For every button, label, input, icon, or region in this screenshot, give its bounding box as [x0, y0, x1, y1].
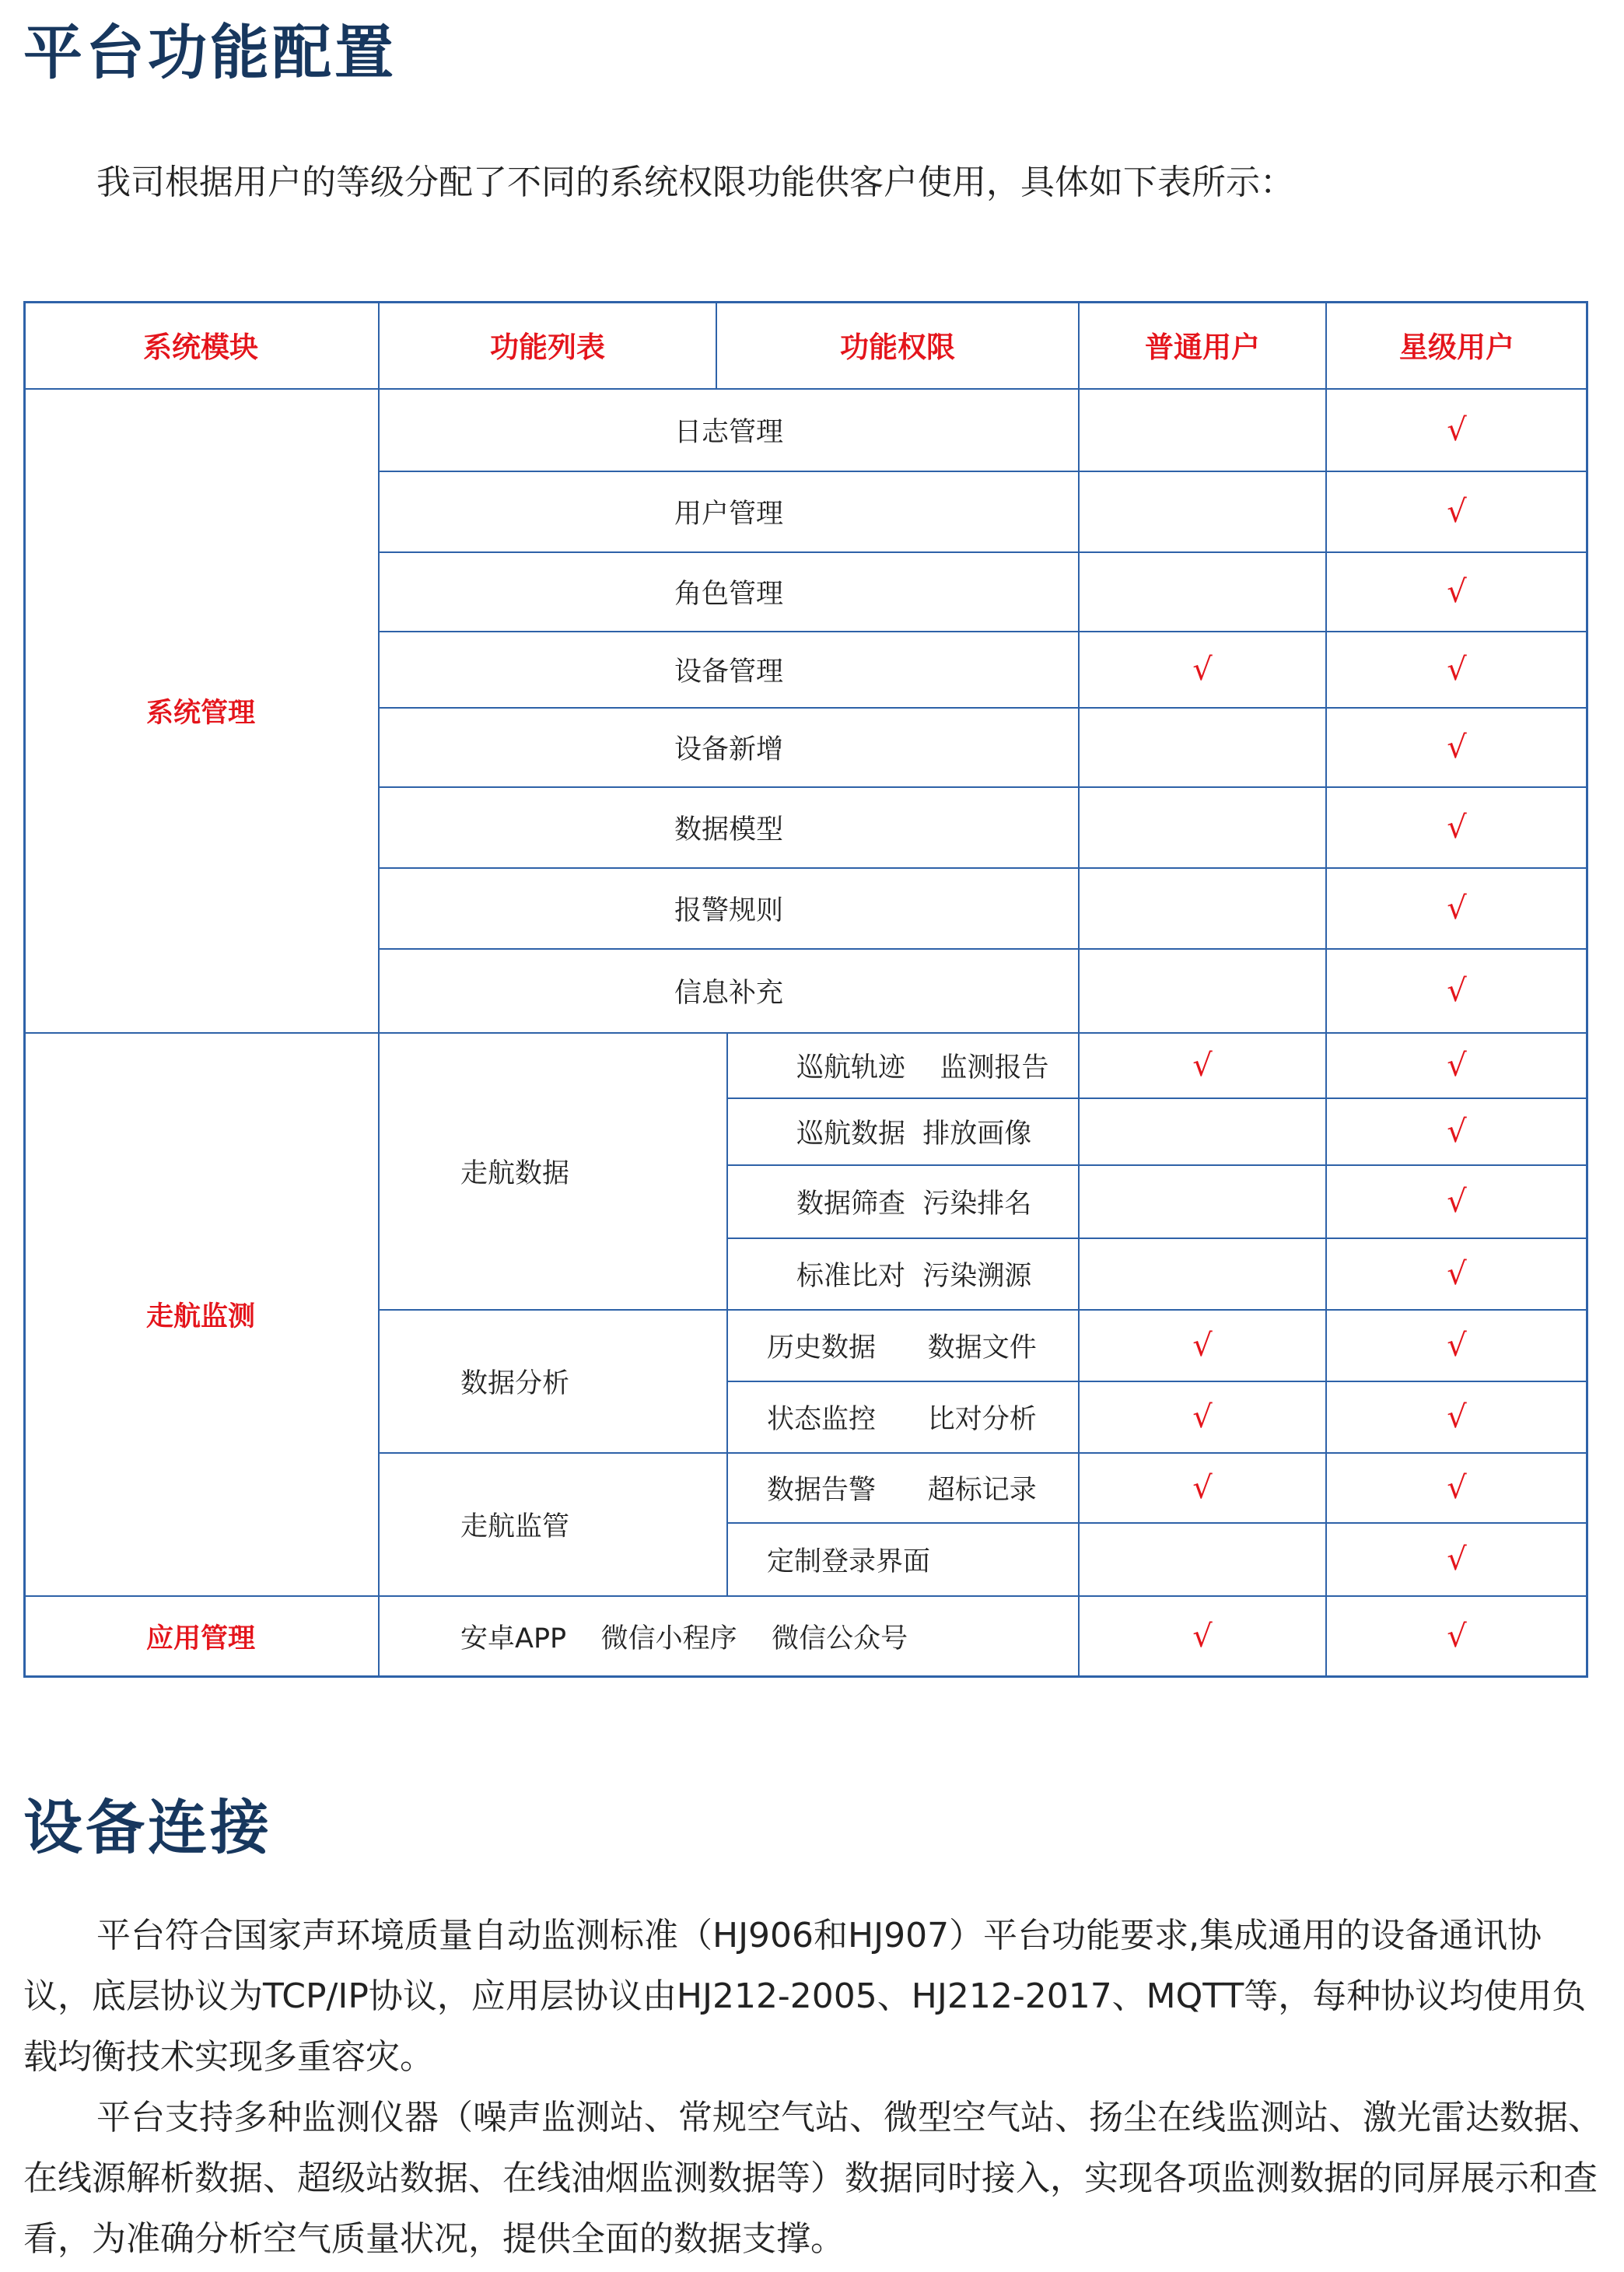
header-functions: 功能列表: [380, 301, 717, 390]
header-normal-user: 普通用户: [1080, 301, 1327, 390]
normal-user-cell: [1080, 390, 1327, 472]
check-mark: √: [1327, 632, 1588, 709]
check-mark: √: [1327, 1166, 1588, 1239]
header-star-user: 星级用户: [1327, 301, 1588, 390]
check-mark: √: [1327, 1034, 1588, 1099]
check-mark: √: [1080, 632, 1327, 709]
section-title-device-connection: 设备连接: [23, 1793, 272, 1862]
check-mark: √: [1327, 869, 1588, 950]
function-item: 巡航数据 排放画像: [728, 1099, 1080, 1166]
module-app-management: 应用管理: [23, 1597, 380, 1678]
normal-user-cell: [1080, 709, 1327, 788]
function-item: 数据模型: [380, 788, 1080, 869]
function-item: 数据筛查 污染排名: [728, 1166, 1080, 1239]
function-item: 安卓APP 微信小程序 微信公众号: [380, 1597, 1080, 1678]
check-mark: √: [1327, 1597, 1588, 1678]
normal-user-cell: [1080, 788, 1327, 869]
function-item: 状态监控 比对分析: [728, 1382, 1080, 1454]
paragraph-instruments: 平台支持多种监测仪器（噪声监测站、常规空气站、微型空气站、扬尘在线监测站、激光雷达数据、在线源解析数据、超级站数据、在线油烟监测数据等）数据同时接入，实现各项监测数据的同屏展示和查看，为准确分析空气质量状况，提供全面的数据支撑。: [23, 2098, 1602, 2259]
function-item: 信息补充: [380, 950, 1080, 1034]
normal-user-cell: [1080, 1239, 1327, 1311]
group-nav-supervision: 走航监管: [380, 1454, 728, 1597]
check-mark: √: [1327, 553, 1588, 632]
normal-user-cell: [1080, 1524, 1327, 1597]
check-mark: √: [1327, 1239, 1588, 1311]
check-mark: √: [1327, 472, 1588, 553]
check-mark: √: [1327, 1382, 1588, 1454]
function-item: 标准比对 污染溯源: [728, 1239, 1080, 1311]
header-module: 系统模块: [23, 301, 380, 390]
normal-user-cell: [1080, 950, 1327, 1034]
check-mark: √: [1327, 788, 1588, 869]
function-item: 角色管理: [380, 553, 1080, 632]
intro-paragraph: 我司根据用户的等级分配了不同的系统权限功能供客户使用，具体如下表所示：: [96, 163, 1294, 202]
permission-table: [23, 301, 1588, 1678]
check-mark: √: [1080, 1597, 1327, 1678]
check-mark: √: [1080, 1454, 1327, 1524]
normal-user-cell: [1080, 472, 1327, 553]
check-mark: √: [1327, 1311, 1588, 1382]
module-navigation-monitoring: 走航监测: [23, 1034, 380, 1597]
check-mark: √: [1327, 950, 1588, 1034]
normal-user-cell: [1080, 869, 1327, 950]
paragraph-protocols: 平台符合国家声环境质量自动监测标准（HJ906和HJ907）平台功能要求,集成通用的设备通讯协议，底层协议为TCP/IP协议，应用层协议由HJ212-2005、HJ212-2017、MQTT等，每种协议均使用负载均衡技术实现多重容灾。: [23, 1916, 1587, 2077]
header-permissions: 功能权限: [717, 301, 1080, 390]
check-mark: √: [1080, 1311, 1327, 1382]
section-title-platform-config: 平台功能配置: [23, 18, 397, 87]
check-mark: √: [1327, 1524, 1588, 1597]
function-item: 用户管理: [380, 472, 1080, 553]
function-item: 巡航轨迹 监测报告: [728, 1034, 1080, 1099]
check-mark: √: [1327, 1099, 1588, 1166]
check-mark: √: [1327, 1454, 1588, 1524]
check-mark: √: [1327, 709, 1588, 788]
function-item: 报警规则: [380, 869, 1080, 950]
function-item: 日志管理: [380, 390, 1080, 472]
function-item: 数据告警 超标记录: [728, 1454, 1080, 1524]
function-item: 历史数据 数据文件: [728, 1311, 1080, 1382]
normal-user-cell: [1080, 553, 1327, 632]
group-data-analysis: 数据分析: [380, 1311, 728, 1454]
function-item: 定制登录界面: [728, 1524, 1080, 1597]
module-system-management: 系统管理: [23, 390, 380, 1034]
normal-user-cell: [1080, 1166, 1327, 1239]
normal-user-cell: [1080, 1099, 1327, 1166]
function-item: 设备新增: [380, 709, 1080, 788]
check-mark: √: [1080, 1382, 1327, 1454]
function-item: 设备管理: [380, 632, 1080, 709]
check-mark: √: [1327, 390, 1588, 472]
group-nav-data: 走航数据: [380, 1034, 728, 1311]
check-mark: √: [1080, 1034, 1327, 1099]
